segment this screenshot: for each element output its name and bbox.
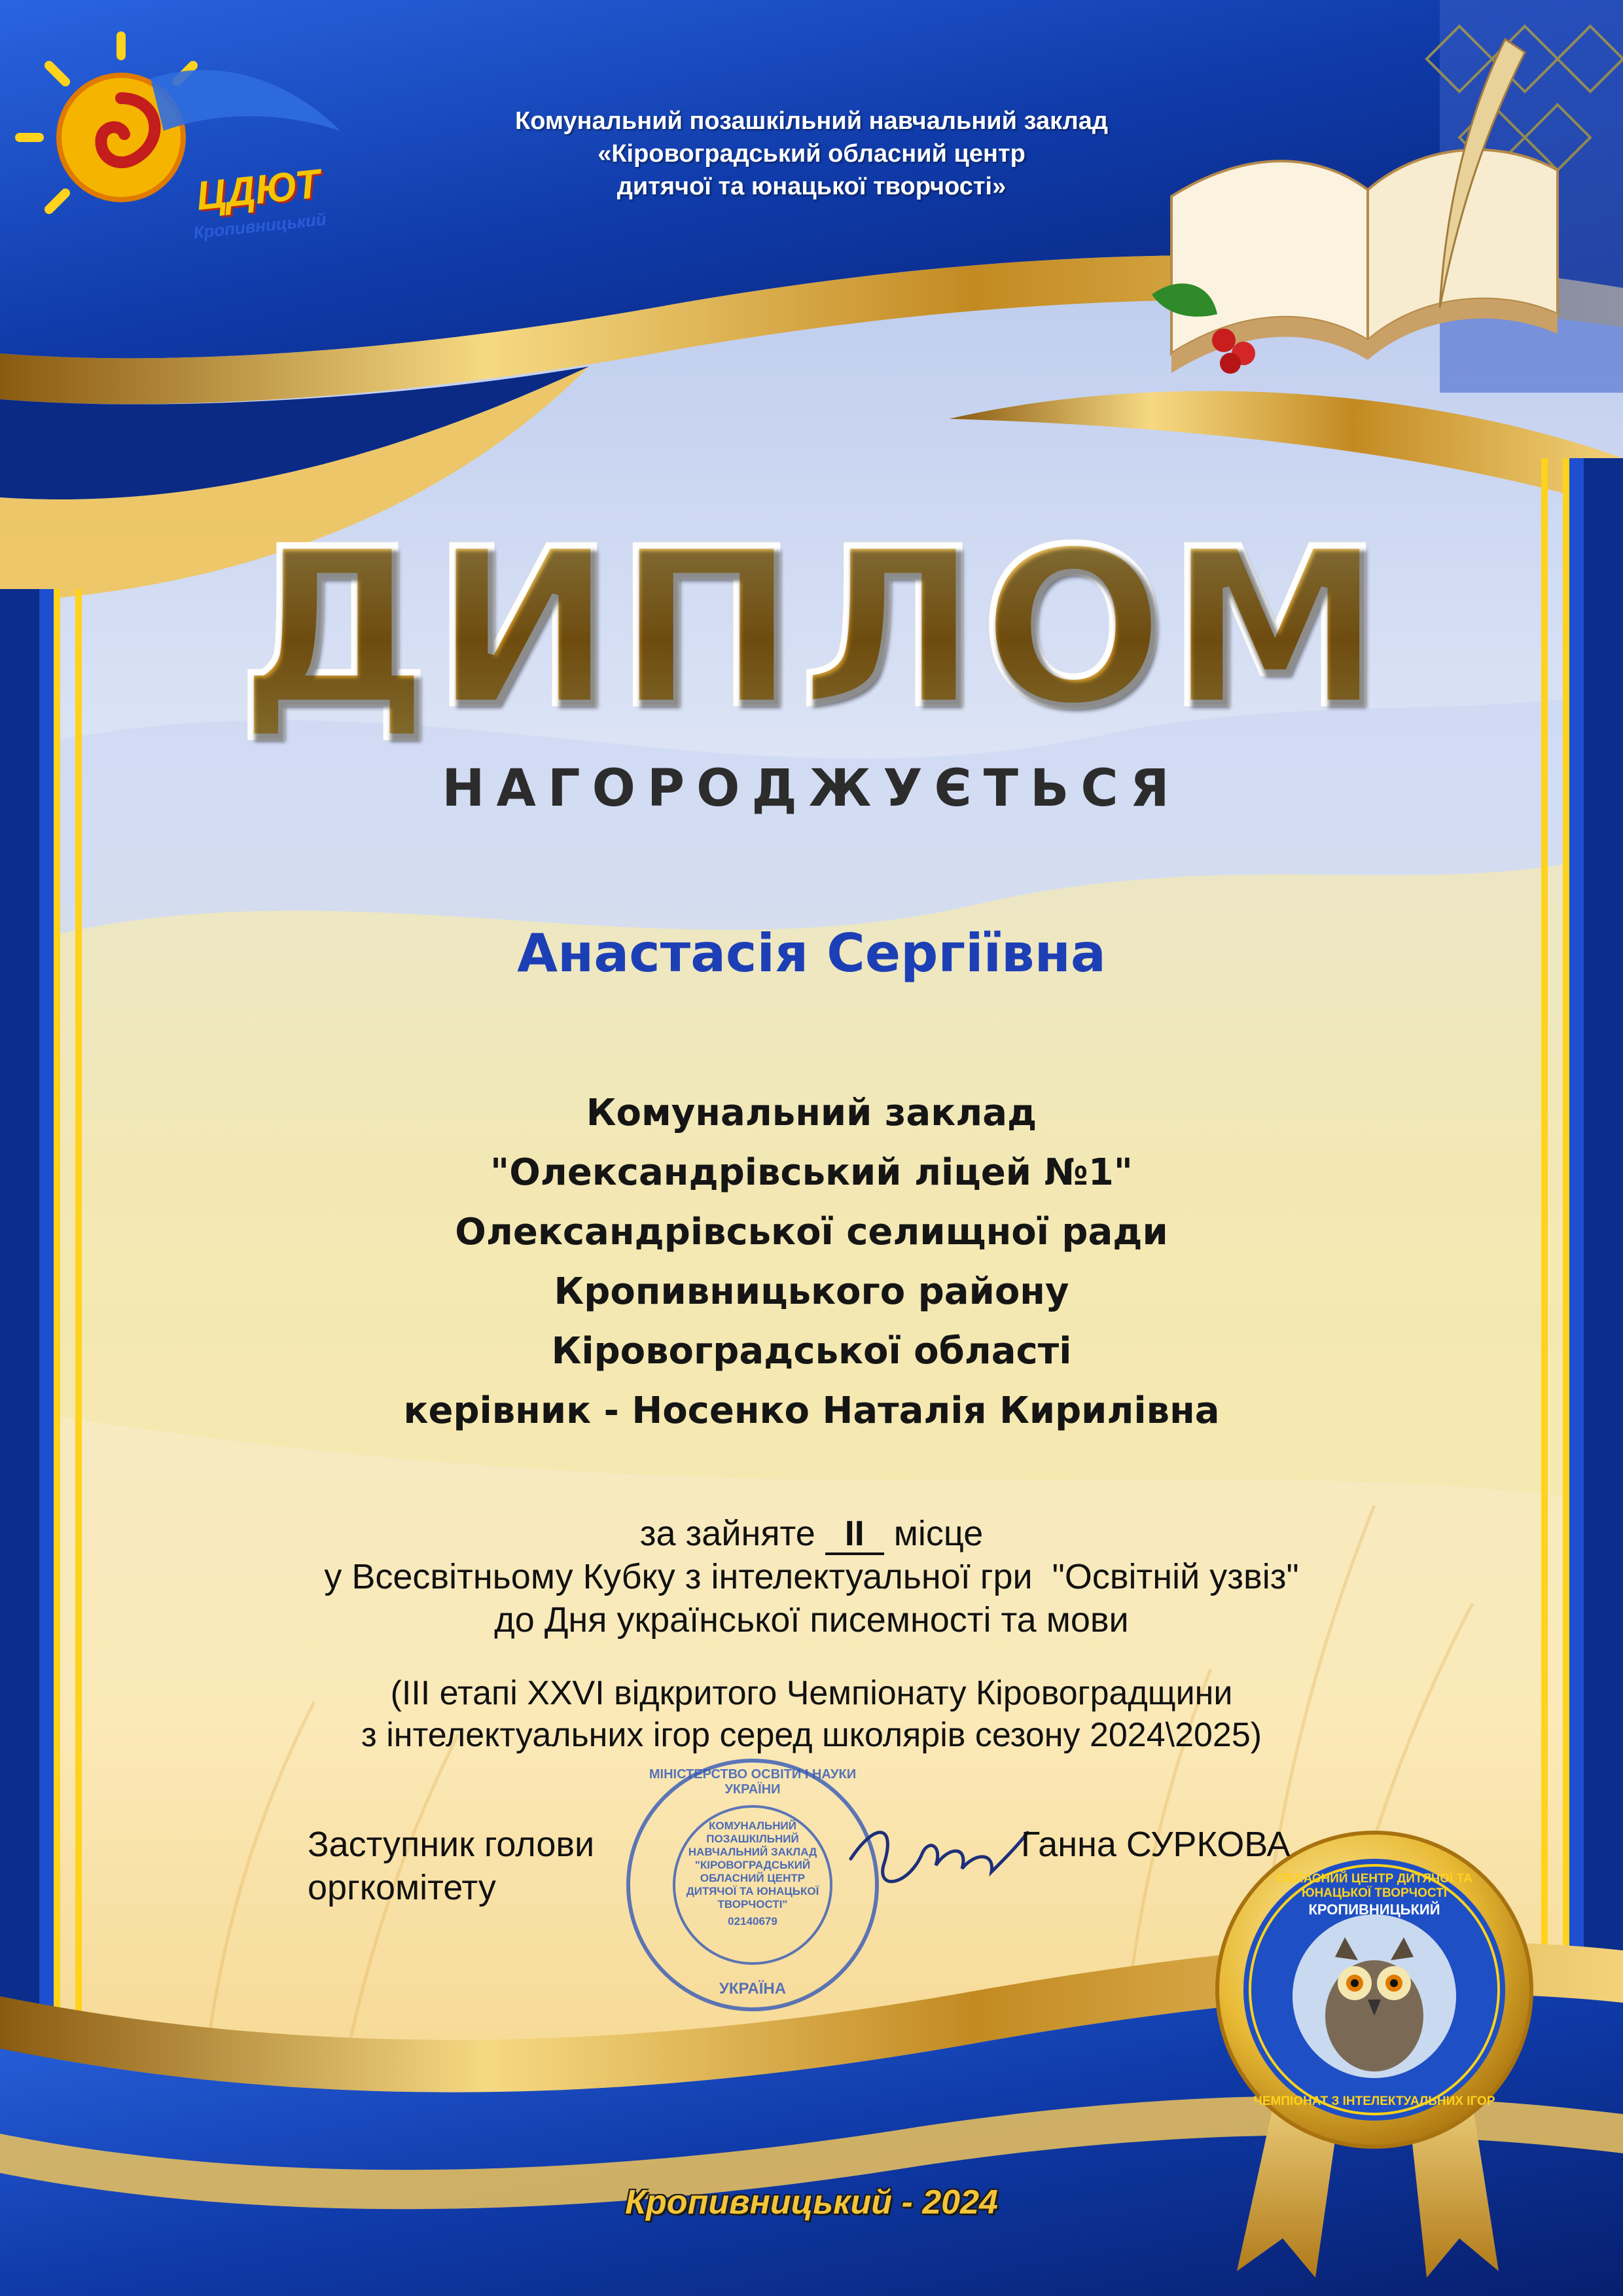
medal-bottom-text: ЧЕМПІОНАТ З ІНТЕЛЕКТУАЛЬНИХ ІГОР: [1253, 2094, 1495, 2108]
footer-city-year: Кропивницький - 2024: [625, 2183, 998, 2221]
medal-top-text: ОБЛАСНИЙ ЦЕНТР ДИТЯЧОЇ ТА ЮНАЦЬКОЇ ТВОРЧОСТІ: [1276, 1872, 1472, 1900]
stamp-line: "КІРОВОГРАДСЬКИЙ: [694, 1859, 811, 1871]
awarded-label: НАГОРОДЖУЄТЬСЯ: [442, 759, 1181, 818]
stamp-line: ОБЛАСНИЙ ЦЕНТР: [700, 1872, 806, 1884]
place-value: ІІ: [825, 1515, 884, 1555]
stage-line-1: (ІІІ етапі XXVI відкритого Чемпіонату Кіровоградщини: [390, 1674, 1233, 1712]
diploma-title-text: ДИПЛОМ: [238, 503, 1385, 754]
achievement-line-2: у Всесвітньому Кубку з інтелектуальної гри "Освітній узвіз": [324, 1557, 1299, 1596]
school-line-6: керівник - Носенко Наталія Кирилівна: [403, 1390, 1220, 1432]
signatory-role: [308, 1823, 594, 1909]
stage-note: [0, 1672, 1623, 1756]
organization-header: [393, 105, 1230, 203]
diploma-title: [0, 503, 1623, 754]
achievement-suffix: місце: [893, 1514, 984, 1553]
stamp-code: 02140679: [728, 1915, 777, 1928]
stamp-line: НАВЧАЛЬНИЙ ЗАКЛАД: [688, 1846, 817, 1858]
signatory-role-line-1: Заступник голови: [308, 1825, 595, 1864]
achievement-line-3: до Дня української писемності та мови: [494, 1600, 1129, 1640]
logo-text: ЦДЮТ: [194, 161, 323, 219]
stamp-line: ДИТЯЧОЇ ТА ЮНАЦЬКОЇ: [686, 1885, 819, 1897]
org-line-3: дитячої та юнацької творчості»: [616, 173, 1007, 200]
achievement-prefix: за зайняте: [639, 1514, 815, 1553]
handwritten-signature: [838, 1806, 1034, 1905]
stamp-line: ТВОРЧОСТІ": [717, 1898, 788, 1910]
school-line-5: Кіровоградської області: [551, 1330, 1072, 1372]
medal-center-label: КРОПИВНИЦЬКИЙ: [1308, 1901, 1440, 1918]
stamp-outer-text: МІНІСТЕРСТВО ОСВІТИ І НАУКИ УКРАЇНИ: [649, 1767, 857, 1797]
school-line-4: Кропивницького району: [554, 1270, 1069, 1313]
achievement-line-1: [0, 1512, 1623, 1555]
org-line-2: «Кіровоградський обласний центр: [597, 140, 1026, 168]
signatory-role-line-2: оргкомітету: [308, 1868, 496, 1907]
stamp-inner-text: [681, 1820, 825, 1928]
school-line-2: "Олександрівський ліцей №1": [490, 1151, 1133, 1194]
stage-line-2: з інтелектуальних ігор серед школярів сезону 2024\2025): [361, 1716, 1262, 1754]
achievement-block: [0, 1512, 1623, 1641]
recipient-name: Анастасія Сергіївна: [517, 923, 1106, 984]
school-line-3: Олександрівської селищної ради: [455, 1211, 1168, 1253]
stamp-line: КОМУНАЛЬНИЙ: [709, 1820, 796, 1832]
signatory-name: Ганна СУРКОВА: [1021, 1825, 1291, 1864]
stamp-bottom-text: УКРАЇНА: [719, 1980, 787, 1998]
logo-subtext: Кропивницький: [192, 209, 327, 243]
school-line-1: Комунальний заклад: [586, 1092, 1037, 1134]
org-line-1: Комунальний позашкільний навчальний заклад: [515, 107, 1108, 135]
stamp-line: ПОЗАШКІЛЬНИЙ: [706, 1833, 799, 1845]
school-block: [0, 1083, 1623, 1441]
